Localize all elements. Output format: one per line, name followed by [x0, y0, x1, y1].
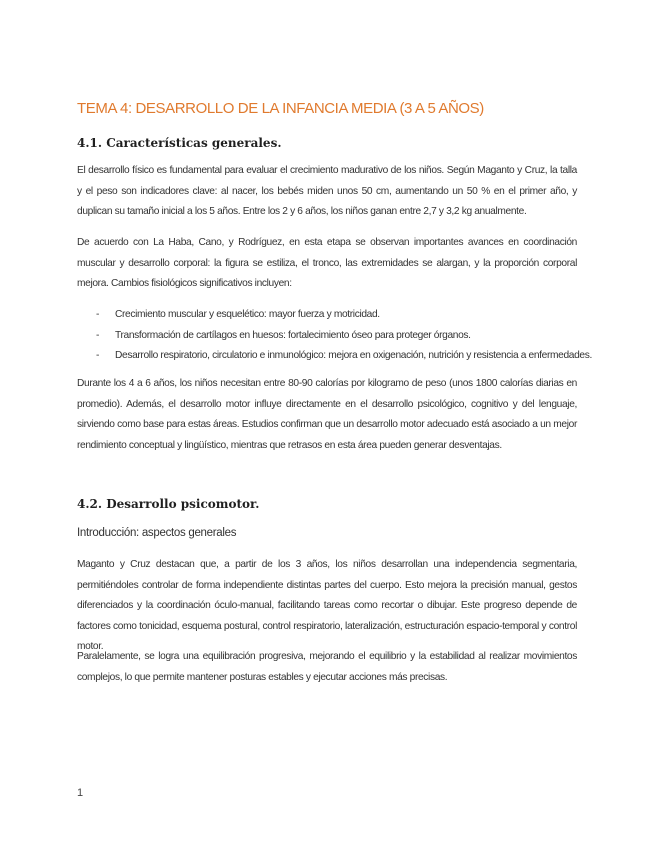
list-item [96, 305, 576, 326]
section-heading-psicomotor: 4.2. Desarrollo psicomotor. [77, 497, 260, 511]
page-number: 1 [77, 787, 84, 799]
list-item [96, 346, 592, 367]
section-heading-caracteristicas: 4.1. Características generales. [77, 136, 282, 150]
paragraph-calorias-desarrollo-motor: Durante los 4 a 6 años, los niños necesitan entre 80-90 calorías por kilogramo de peso (unos 1800 calorías diarias en promedio). Además, el desarrollo motor influye directamente en el desarrollo psicológico, cognitivo y del lenguaje, sirviendo como base para estas áreas. Estudios confirman que un desarrollo motor adecuado está asociado a un mejor rendimiento conceptual y lingüístico, mientras que retrasos en esta área pueden generar desventajas. [77, 378, 577, 451]
bullet-dash: - [96, 309, 100, 320]
paragraph-desarrollo-fisico: El desarrollo físico es fundamental para evaluar el crecimiento madurativo de los niños. Según Maganto y Cruz, la talla y el peso son indicadores clave: al nacer, los bebés miden unos 50 cm, aumentando un 50 % en el primer año, y duplican su tamaño inicial a los 5 años. Entre los 2 y 6 años, los niños ganan entre 2,7 y 3,2 kg anualmente. [77, 165, 577, 218]
paragraph-independencia-segmentaria: Maganto y Cruz destacan que, a partir de los 3 años, los niños desarrollan una independencia segmentaria, permitiéndoles controlar de forma independiente distintas partes del cuerpo. Esto mejora la precisión manual, gestos diferenciados y la coordinación óculo-manual, facilitando tareas como recortar o dibujar. Este progreso depende de factores como tonicidad, esquema postural, control respiratorio, lateralización, estructuración espacio-temporal y control motor. [77, 559, 577, 653]
list-item [96, 326, 576, 347]
list-item-text: Crecimiento muscular y esquelético: mayor fuerza y motricidad. [115, 309, 380, 320]
page-title: TEMA 4: DESARROLLO DE LA INFANCIA MEDIA (3 A 5 AÑOS) [77, 100, 484, 117]
physiological-changes-list [96, 305, 592, 367]
list-item-text: Desarrollo respiratorio, circulatorio e inmunológico: mejora en oxigenación, nutrición y resistencia a enfermedades. [115, 350, 592, 362]
subheading-introduccion: Introducción: aspectos generales [77, 527, 237, 539]
paragraph-coordinacion-muscular: De acuerdo con La Haba, Cano, y Rodríguez, en esta etapa se observan importantes avances en coordinación muscular y desarrollo corporal: la figura se estiliza, el tronco, las extremidades se alargan, y la proporción corporal mejora. Cambios fisiológicos significativos incluyen: [77, 237, 577, 290]
paragraph-equilibracion: Paralelamente, se logra una equilibración progresiva, mejorando el equilibrio y la estabilidad al realizar movimientos complejos, lo que permite mantener posturas estables y ejecutar acciones más precisas. [77, 651, 577, 683]
bullet-dash: - [96, 329, 100, 341]
bullet-dash: - [96, 350, 100, 362]
list-item-text: Transformación de cartílagos en huesos: fortalecimiento óseo para proteger órganos. [115, 329, 471, 341]
